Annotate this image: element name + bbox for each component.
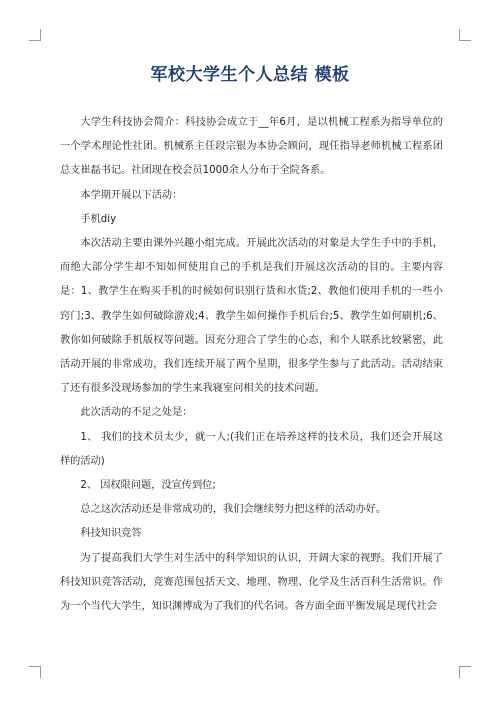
paragraph-quiz-content: 为了提高我们大学生对生活中的科学知识的认识，开阔大家的视野。我们开展了科技知识竞答活动，竞赛范围包括天文、地理、物理、化学及生活百科生活常识。作为一个当代大学生，知识渊博成为了我们的代名词。各方面全面平衡发展是现代社会 [60, 552, 443, 613]
crop-mark-bottom-right [459, 666, 471, 678]
paragraph-phone-diy-content: 本次活动主要由课外兴趣小组完成。开展此次活动的对象是大学生手中的手机，而绝大部分学生却不知如何使用自己的手机是我们开展这次活动的目的。主要内容是：1、教学生在购买手机的时候如何识别行货和水货;2、教他们使用手机的一些小窍门;3、教学生如何破除游戏;4、教学生如何操作手机后台;5、教学生如何刷机;6、教你如何破除手机版权等问题。因充分迎合了学生的心态，和个人联系比较紧密，此活动开展的非常成功，我们连续开展了两个星期，很多学生参与了此活动。活动结束了还有很多没现场参加的学生来我寝室问相关的技术问题。 [60, 238, 443, 395]
paragraph-shortcomings-heading: 此次活动的不足之处是： [80, 407, 193, 419]
crop-mark-top-right [459, 29, 471, 41]
paragraph-intro: 大学生科技协会简介：科技协会成立于__年6月，是以机械工程系为指导单位的一个学术理论性社团。机械系主任段宗银为本协会顾问，现任指导老师机械工程系团总支崔磊书记。社团现在校会员1000余人分布于全院各系。 [60, 117, 443, 177]
paragraph-summary: 总之这次活动还是非常成功的，我们会继续努力把这样的活动办好。 [80, 504, 387, 516]
paragraph-activities-heading: 本学期开展以下活动： [80, 189, 183, 201]
crop-mark-top-left [29, 29, 41, 41]
document-body [60, 111, 443, 619]
document-title: 军校大学生个人总结 模板 [150, 65, 350, 85]
paragraph-shortcoming-1: 1、 我们的技术员太少，就一人;(我们正在培养这样的技术员，我们还会开展这样的活动) [60, 431, 443, 467]
paragraph-quiz-heading: 科技知识竞答 [80, 528, 142, 540]
crop-mark-bottom-left [29, 666, 41, 678]
paragraph-phone-diy-heading: 手机diy [80, 213, 117, 225]
paragraph-shortcoming-2: 2、 因权限问题，没宣传到位; [80, 480, 216, 492]
